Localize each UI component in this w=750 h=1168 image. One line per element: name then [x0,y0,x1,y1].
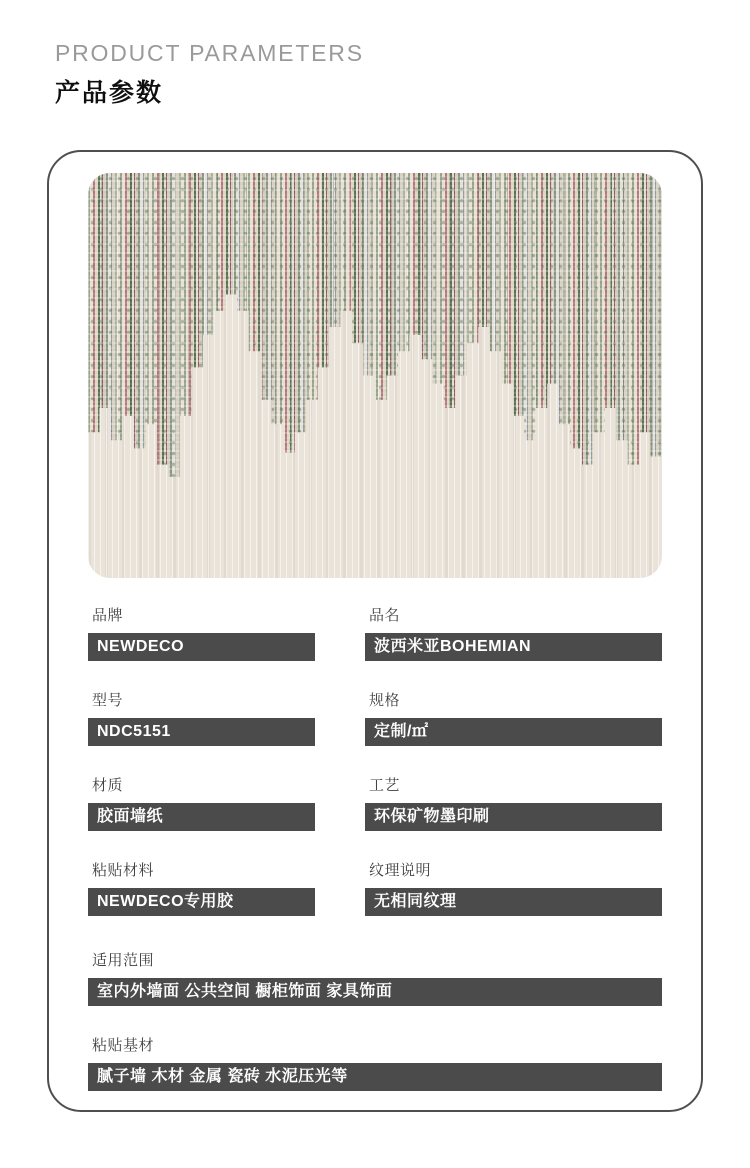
param-label: 材质 [92,777,124,794]
param-value: NEWDECO [88,633,315,661]
product-image [88,173,662,578]
param-row [88,607,662,661]
param-label: 规格 [369,692,401,709]
param-label: 品牌 [92,607,124,624]
parameters-list [88,607,662,1122]
param-label: 品名 [369,607,401,624]
param-row [88,692,662,746]
param-row [88,952,662,1006]
param-label: 适用范围 [92,952,155,969]
param-field-texture-note [365,862,662,916]
param-value: 定制/㎡ [365,718,662,746]
param-label: 粘贴基材 [92,1037,155,1054]
param-label: 粘贴材料 [92,862,155,879]
parameters-card [47,150,703,1112]
param-value: 胶面墙纸 [88,803,315,831]
page-header [55,40,364,107]
param-field-product-name [365,607,662,661]
page-title-en: PRODUCT PARAMETERS [55,40,364,66]
wallpaper-fringe-pattern [88,173,662,578]
param-value: NDC5151 [88,718,315,746]
param-row [88,1037,662,1091]
param-label: 型号 [92,692,124,709]
param-field-craft [365,777,662,831]
param-label: 纹理说明 [369,862,432,879]
param-value: NEWDECO专用胶 [88,888,315,916]
param-field-scope [88,952,662,1006]
param-row [88,777,662,831]
param-value: 无相同纹理 [365,888,662,916]
param-field-adhesive [88,862,315,916]
param-value: 室内外墙面 公共空间 橱柜饰面 家具饰面 [88,978,662,1006]
param-field-model [88,692,315,746]
param-label: 工艺 [369,777,401,794]
param-field-brand [88,607,315,661]
param-row [88,862,662,916]
param-field-material [88,777,315,831]
param-value: 环保矿物墨印刷 [365,803,662,831]
param-field-spec [365,692,662,746]
page-title-zh: 产品参数 [55,79,164,107]
param-value: 波西米亚BOHEMIAN [365,633,662,661]
param-field-substrate [88,1037,662,1091]
param-value: 腻子墙 木材 金属 瓷砖 水泥压光等 [88,1063,662,1091]
